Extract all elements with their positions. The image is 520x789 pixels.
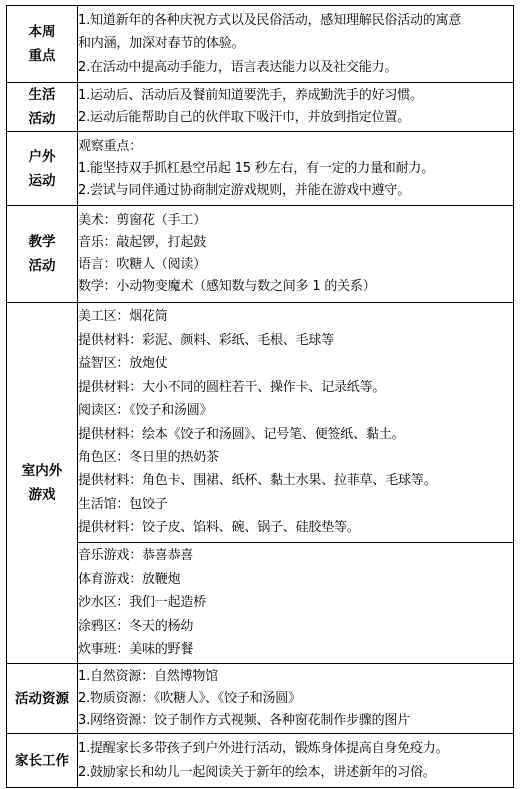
content-line: 沙水区：我们一起造桥 <box>78 595 207 611</box>
content-line: 提供材料：角色卡、围裙、纸杯、黏土水果、拉菲草、毛球等。 <box>78 473 437 489</box>
content-line: 角色区：冬日里的热奶茶 <box>78 449 219 465</box>
row-label-text: 室内外 <box>21 463 63 479</box>
row-label-text: 重点 <box>28 48 56 64</box>
content-line: 提供材料：绘本《饺子和汤圆》、记号笔、便签纸、黏土。 <box>78 426 405 442</box>
table-row <box>7 206 514 303</box>
table-row <box>7 543 514 664</box>
row-label-text: 游戏 <box>28 487 56 503</box>
row-content <box>78 303 514 543</box>
row-label <box>7 734 78 788</box>
content-line: 2.鼓励家长和幼儿一起阅读关于新年的绘本，讲述新年的习俗。 <box>78 764 436 780</box>
content-line: 音乐：敲起锣，打起鼓 <box>78 235 207 250</box>
table-row <box>7 132 514 206</box>
row-content <box>78 664 514 734</box>
row-label-text: 户外 <box>28 148 56 165</box>
content-line: 提供材料：彩泥、颜料、彩纸、毛根、毛球等 <box>78 332 335 348</box>
content-line: 2.在活动中提高动手能力，语言表达能力以及社交能力。 <box>78 59 398 75</box>
row-label <box>7 83 78 132</box>
row-content <box>78 543 514 664</box>
content-line: 提供材料：饺子皮、馅料、碗、锅子、硅胶垫等。 <box>78 520 360 536</box>
content-line: 1.提醒家长多带孩子到户外进行活动，锻炼身体提高自身免疫力。 <box>78 741 449 757</box>
content-line: 2.尝试与同伴通过协商制定游戏规则，并能在游戏中遵守。 <box>78 182 411 198</box>
row-content <box>78 132 514 206</box>
row-label <box>7 6 78 83</box>
content-line: 3.网络资源：饺子制作方式视频、各种窗花制作步骤的图片 <box>78 712 411 728</box>
content-line: 1.知道新年的各种庆祝方式以及民俗活动，感知理解民俗活动的寓意 <box>78 12 462 28</box>
table-row <box>7 664 514 734</box>
row-content <box>78 734 514 788</box>
content-line: 2.运动后能帮助自己的伙伴取下吸汗巾，并放到指定位置。 <box>78 110 411 125</box>
row-content <box>78 206 514 303</box>
content-line: 1.运动后、活动后及餐前知道要洗手，养成勤洗手的好习惯。 <box>78 88 423 103</box>
row-label-text: 生活 <box>28 87 56 103</box>
row-label-text: 教学 <box>28 234 56 250</box>
table-row <box>7 83 514 132</box>
row-label-text: 活动 <box>28 258 56 274</box>
row-label-text: 活动资源 <box>15 690 69 707</box>
content-line: 益智区：放炮仗 <box>78 356 168 372</box>
table-row <box>7 303 514 543</box>
content-line: 1.自然资源：自然博物馆 <box>78 668 219 684</box>
content-line: 美术：剪窗花（手工） <box>78 213 207 228</box>
row-label <box>7 303 78 664</box>
row-label-text: 本周 <box>28 24 56 40</box>
content-line: 炊事班：美味的野餐 <box>78 642 194 658</box>
content-line: 体育游戏：放鞭炮 <box>78 571 181 587</box>
content-line: 美工区：烟花筒 <box>78 309 168 325</box>
content-line: 提供材料：大小不同的圆柱若干、操作卡、记录纸等。 <box>78 379 386 395</box>
row-label <box>7 206 78 303</box>
content-line: 和内涵，加深对春节的体验。 <box>78 36 245 52</box>
content-line: 语言：吹糖人（阅读） <box>78 257 207 272</box>
row-label-text: 家长工作 <box>15 752 69 769</box>
table-row <box>7 6 514 83</box>
row-content <box>78 6 514 83</box>
weekly-plan-table <box>6 5 514 788</box>
content-line: 涂鸦区：冬天的杨幼 <box>78 618 194 634</box>
row-label-text: 运动 <box>28 172 56 189</box>
content-line: 生活馆：包饺子 <box>78 496 168 512</box>
table-row <box>7 734 514 788</box>
row-content <box>78 83 514 132</box>
content-line: 2.物质资源：《吹糖人》、《饺子和汤圆》 <box>78 690 301 706</box>
content-line: 1.能坚持双手抓杠悬空吊起 15 秒左右，有一定的力量和耐力。 <box>78 160 435 176</box>
content-line: 音乐游戏：恭喜恭喜 <box>78 548 194 564</box>
content-line: 观察重点： <box>78 138 143 154</box>
row-label <box>7 132 78 206</box>
row-label <box>7 664 78 734</box>
row-label-text: 活动 <box>28 111 56 127</box>
content-line: 阅读区：《饺子和汤圆》 <box>78 403 213 419</box>
content-line: 数学：小动物变魔术（感知数与数之间多 1 的关系） <box>78 279 376 294</box>
